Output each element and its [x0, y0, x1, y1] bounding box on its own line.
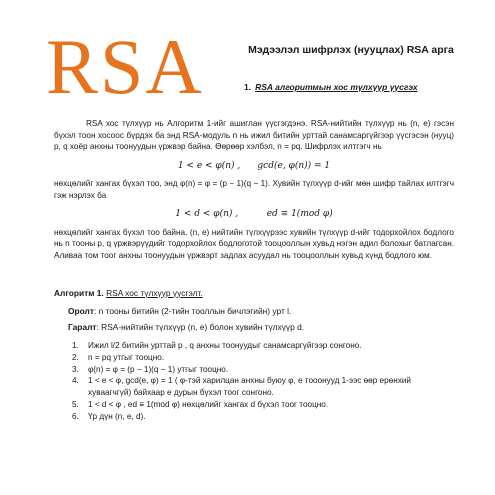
step-number: 3.: [72, 364, 79, 374]
output-label: Гаралт: [68, 322, 97, 332]
section-title: RSA алгоритмын хос түлхүүр үүсгэх: [255, 82, 418, 92]
step-number: 1.: [72, 341, 79, 350]
algorithm-input: [68, 306, 291, 316]
section-number: 1.: [244, 82, 252, 92]
page-title: Мэдээлэл шифрлэх (нууцлах) RSA арга: [248, 44, 454, 56]
step-number: 4.: [72, 376, 79, 386]
formula-decryption-exponent: 1 < d < φ(n) , ed ≡ 1(mod φ): [175, 209, 333, 219]
step-number: 6.: [72, 411, 79, 421]
algorithm-heading: [54, 288, 203, 298]
algorithm-output: [68, 322, 304, 332]
step-number: 5.: [72, 399, 79, 409]
paragraph-2: нөхцөлийг хангах бүхэл тоо, энд φ(n) = φ = (p − 1)(q − 1). Хувийн түлхүүр d-ийг мөн шифр тайлах илтгэгч гэж нэрлэх ба: [54, 179, 454, 200]
list-item: [72, 399, 452, 411]
step-text: 1 < d < φ , ed ≡ 1(mod φ) нөхцөлийг хангах d бүхэл тоог тооцно.: [88, 399, 329, 409]
paragraph-1: RSA хос түлхүүр нь Алгоритм 1-ийг ашиглан үүсгэгдэнэ. RSA-нийтийн түлхүүр нь (n, e) гэсэн бүхэл тоон хосоос бүрдэх ба энд RSA-модуль n нь ижил битийн урттай санамсаргүйгээр үүсгэсэн (нууц) p, q хоёр анхны тоонуудын үржвэр байна. Өөрөөр хэлбэл, n = pq. Шифрлэх илтгэгч нь: [54, 119, 454, 151]
step-text: φ(n) = φ = (p − 1)(q − 1) утгыг тооцно.: [88, 364, 229, 374]
list-item: [72, 375, 452, 399]
algorithm-steps: [72, 340, 452, 423]
paragraph-3: нөхцөлийг хангах бүхэл тоо байна. (n, e) нийтийн түлхүүрээс хувийн түлхүүр d-ийг тодорхойлох бодлого нь n тооны p, q үржвэрүүдийг тодорхойлох бодлоготой тооцооллын хувьд нэгэн адил болохыг батлагсан. Аливаа том тоог анхны тоонуудын үржвэрт задлах асуудал нь тооцооллын хувьд хүнд бодлого юм.: [54, 227, 454, 260]
step-text: Ижил l/2 битийн урттай p , q анхны тоонуудыг санамсаргүйгээр сонгоно.: [88, 341, 362, 350]
output-text: : RSA-нийтийн түлхүүр (n, e) болон хувийн түлхүүр d.: [96, 322, 305, 332]
body-text: [54, 118, 454, 261]
section-heading: [244, 82, 444, 93]
input-text: : n тооны битийн (2-тийн тооллын бичлэгийн) урт l.: [93, 306, 292, 316]
list-item: [72, 411, 452, 423]
algorithm-label: Алгоритм 1.: [54, 288, 104, 298]
list-item: [72, 340, 452, 352]
step-text: n = pq утгыг тооцно.: [88, 352, 165, 362]
rsa-logo: RSA: [46, 23, 204, 110]
step-number: 2.: [72, 352, 79, 362]
list-item: [72, 352, 452, 364]
list-item: [72, 364, 452, 376]
step-text: Үр дүн (n, e, d).: [88, 411, 146, 421]
input-label: Оролт: [68, 306, 94, 316]
step-text: 1 < e < φ, gcd(e, φ) = 1 ( φ-тэй харилцан анхны буюу φ, e тооонууд 1-ээс өөр ерөнхий хуваагчгүй) байхаар e дурын бүхэл тоог сонгоно.: [88, 376, 411, 398]
formula-encryption-exponent: 1 < e < φ(n) , gcd(e, φ(n)) = 1: [177, 160, 331, 171]
algorithm-title: RSA хос түлхүүр үүсгэлт.: [106, 288, 203, 298]
